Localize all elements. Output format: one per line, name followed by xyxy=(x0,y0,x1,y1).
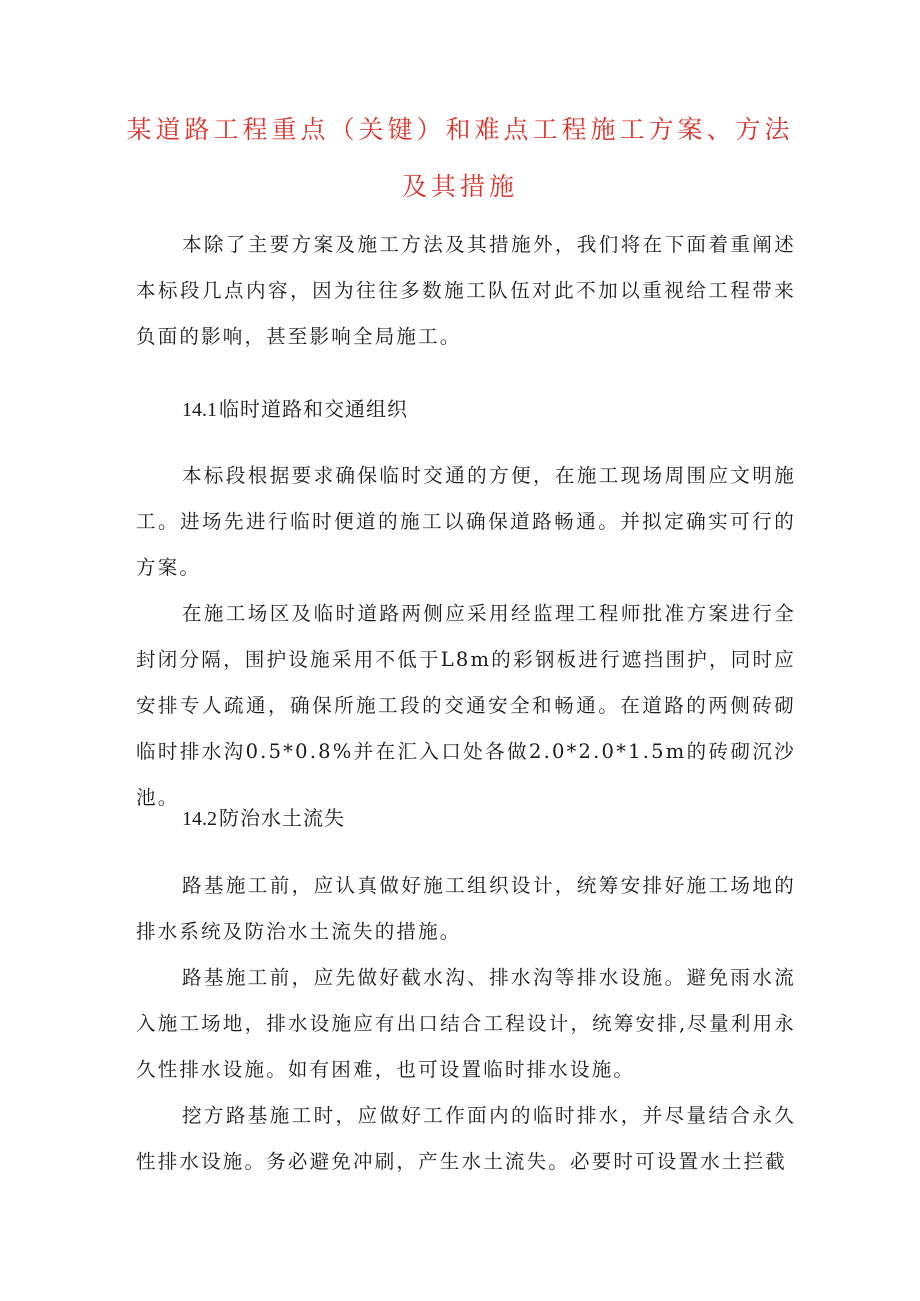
section-2-paragraph-1: 路基施工前，应认真做好施工组织设计，统筹安排好施工场地的排水系统及防治水土流失的措施。 xyxy=(136,874,796,943)
intro-paragraph: 本除了主要方案及施工方法及其措施外，我们将在下面着重阐述本标段几点内容，因为往往多数施工队伍对此不加以重视给工程带来负面的影响，甚至影响全局施工。 xyxy=(136,233,796,348)
section-1-title: 临时道路和交通组织 xyxy=(219,397,408,421)
section-2-paragraph-3: 挖方路基施工时，应做好工作面内的临时排水，并尽量结合永久性排水设施。务必避免冲刷，产生水土流失。必要时可设置水土拦截 xyxy=(136,1104,796,1173)
section-1-heading xyxy=(182,394,408,425)
section-2-paragraph-2: 路基施工前，应先做好截水沟、排水沟等排水设施。避免雨水流入施工场地，排水设施应有出口结合工程设计，统筹安排,尽量利用永久性排水设施。如有困难，也可设置临时排水设施。 xyxy=(136,966,796,1081)
section-2-title: 防治水土流失 xyxy=(219,806,345,830)
section-1-paragraph-2: 在施工场区及临时道路两侧应采用经监理工程师批准方案进行全封闭分隔，围护设施采用不低于L8m的彩钢板进行遮挡围护，同时应安排专人疏通，确保所施工段的交通安全和畅通。在道路的两侧砖砌临时排水沟0.5*0.8%并在汇入口处各做2.0*2.0*1.5m的砖砌沉沙池。 xyxy=(136,602,796,809)
document-title-line-2: 及其措施 xyxy=(401,172,518,201)
section-2-number: 14.2 xyxy=(182,808,217,830)
section-2-heading xyxy=(182,803,345,834)
section-1-paragraph-1: 本标段根据要求确保临时交通的方便，在施工现场周围应文明施工。进场先进行临时便道的施工以确保道路畅通。并拟定确实可行的方案。 xyxy=(136,464,796,579)
section-1-number: 14.1 xyxy=(182,399,217,421)
document-title-line-1: 某道路工程重点（关键）和难点工程施工方案、方法 xyxy=(126,115,794,144)
